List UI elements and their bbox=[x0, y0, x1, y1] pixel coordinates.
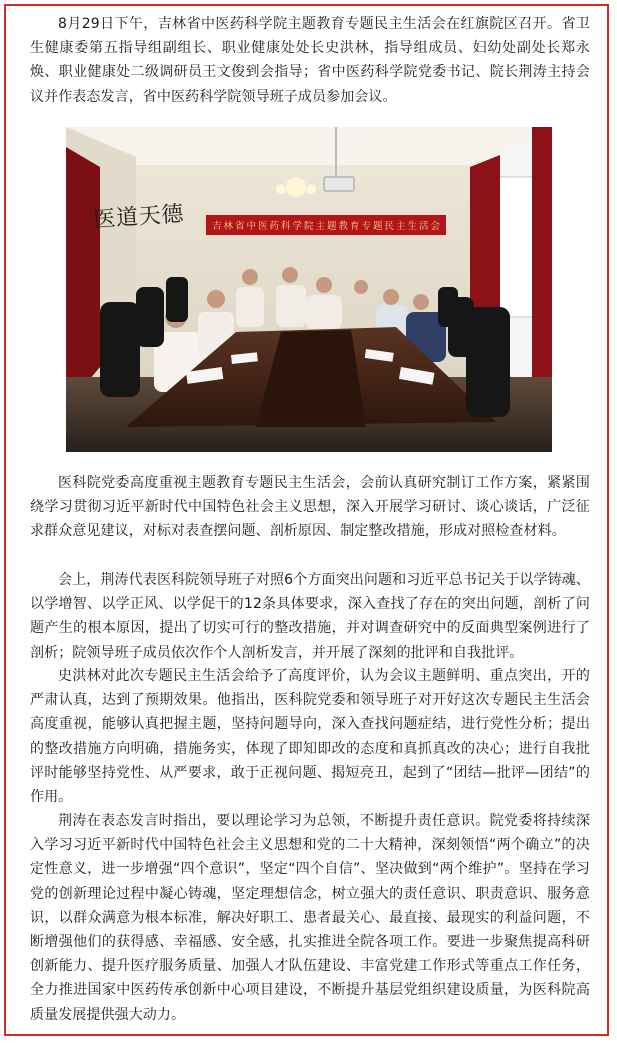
banner-text: 吉林省中医药科学院主题教育专题民主生活会 bbox=[212, 221, 440, 232]
article-paragraph-1: 8月29日下午，吉林省中医药科学院主题教育专题民主生活会在红旗院区召开。省卫生健康委第五指导组副组长、职业健康处处长史洪林，指导组成员、妇幼处副处长郑永焕、职业健康处二级调研员王文俊到会指导；省中医药科学院党委书记、院长荆涛主持会议并作表态发言，省中医药科学院领导班子成员参加会议。 bbox=[30, 16, 590, 105]
article-paragraph-4: 史洪林对此次专题民主生活会给予了高度评价，认为会议主题鲜明、重点突出，开的严肃认真，达到了预期效果。他指出，医科院党委和领导班子对开好这次专题民主生活会高度重视，能够认真把握主题，坚持问题导向，深入查找问题症结，进行党性分析；提出的整改措施方向明确，措施务实，体现了即知即改的态度和真抓真改的决心；进行自我批评时能够坚持党性、从严要求，敢于正视问题、揭短亮丑，起到了“团结—批评—团结”的作用。 bbox=[30, 668, 590, 806]
article-paragraph-2: 医科院党委高度重视主题教育专题民主生活会，会前认真研究制订工作方案，紧紧围绕学习贯彻习近平新时代中国特色社会主义思想，深入开展学习研讨、谈心谈话，广泛征求群众意见建议，对标对表查摆问题、剖析原因、制定整改措施，形成对照检查材料。 bbox=[30, 475, 590, 540]
meeting-photo bbox=[66, 127, 552, 452]
article-paragraph-3: 会上，荆涛代表医科院领导班子对照6个方面突出问题和习近平总书记关于以学铸魂、以学增智、以学正风、以学促干的12条具体要求，深入查找了存在的突出问题，剖析了问题产生的根本原因，提出了切实可行的整改措施，并对调查研究中的反面典型案例进行了剖析；院领导班子成员依次作个人剖析发言，并开展了深刻的批评和自我批评。 bbox=[30, 572, 590, 661]
article-paragraph-5: 荆涛在表态发言时指出，要以理论学习为总领，不断提升责任意识。院党委将持续深入学习习近平新时代中国特色社会主义思想和党的二十大精神，深刻领悟“两个确立”的决定性意义，进一步增强“四个意识”，坚定“四个自信”、坚决做到“两个维护”。坚持在学习党的创新理论过程中凝心铸魂，坚定理想信念，树立强大的责任意识、职责意识、服务意识，以群众满意为根本标准，解决好职工、患者最关心、最直接、最现实的利益问题，不断增强他们的获得感、幸福感、安全感，扎实推进全院各项工作。要进一步聚焦提高科研创新能力、提升医疗服务质量、加强人才队伍建设、丰富党建工作形式等重点工作任务，全力推进国家中医药传承创新中心项目建设，不断提升基层党组织建设质量，为医科院高质量发展提供强大动力。 bbox=[30, 813, 590, 1023]
calligraphy-text: 医道天德 bbox=[92, 201, 185, 233]
